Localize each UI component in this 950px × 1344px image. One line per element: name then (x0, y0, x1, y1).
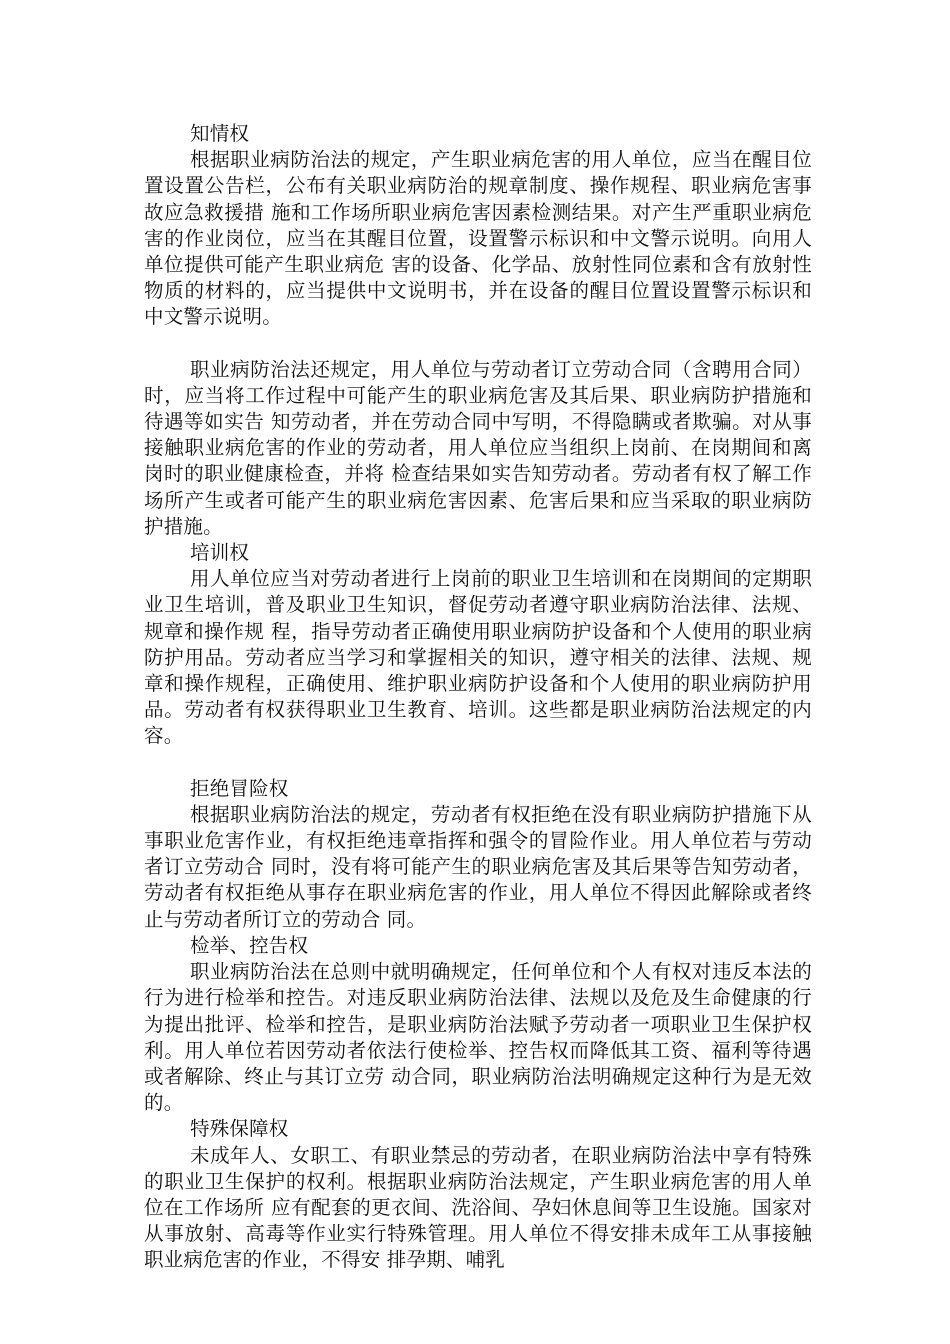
section-heading-training: 培训权 (190, 541, 250, 565)
paragraph-report-accuse: 职业病防治法在总则中就明确规定，任何单位和个人有权对违反本法的行为进行检举和控告。对违反职业病防治法律、法规以及危及生命健康的行为提出批评、检举和控告，是职业病防治法赋予劳动者一项职业卫生保护权利。用人单位若因劳动者依法行使检举、控告权而降低其工资、福利等待遇或者解除、终止与其订立劳 动合同，职业病防治法明确规定这种行为是无效的。 (144, 960, 812, 1115)
document-body (144, 121, 812, 1274)
paragraph-special-protection: 未成年人、女职工、有职业禁忌的劳动者，在职业病防治法中享有特殊的职业卫生保护的权利。根据职业病防治法规定，产生职业病危害的用人单位在工作场所 应有配套的更衣间、洗浴间、孕妇休息间等卫生设施。国家对从事放射、高毒等作业实行特殊管理。用人单位不得安排未成年工从事接触职业病危害的作业，不得安 排孕期、哺乳 (144, 1143, 812, 1272)
section-heading-right-to-know: 知情权 (190, 122, 250, 145)
section-heading-special-protection: 特殊保障权 (190, 1117, 289, 1141)
section-heading-refuse-risk: 拒绝冒险权 (190, 776, 289, 800)
paragraph-refuse-risk: 根据职业病防治法的规定，劳动者有权拒绝在没有职业病防护措施下从事职业危害作业，有权拒绝违章指挥和强令的冒险作业。用人单位若与劳动者订立劳动合 同时，没有将可能产生的职业病危害及其后果等告知劳动者，劳动者有权拒绝从事存在职业病危害的作业，用人单位不得因此解除或者终止与劳动者所订立的劳动合 同。 (144, 802, 812, 931)
paragraph-gap (144, 750, 812, 776)
section-heading-report-accuse: 检举、控告权 (190, 933, 309, 957)
paragraph-gap (144, 331, 812, 357)
paragraph-training: 用人单位应当对劳动者进行上岗前的职业卫生培训和在岗期间的定期职业卫生培训，普及职业卫生知识，督促劳动者遵守职业病防治法律、法规、规章和操作规 程，指导劳动者正确使用职业病防护设备和个人使用的职业病防护用品。劳动者应当学习和掌握相关的知识，遵守相关的法律、法规、规章和操作规程，正确使用、维护职业病防护设备和个人使用的职业病防护用品。劳动者有权获得职业卫生教育、培训。这些都是职业病防治法规定的内容。 (144, 567, 812, 748)
paragraph-right-to-know-2: 职业病防治法还规定，用人单位与劳动者订立劳动合同（含聘用合同）时，应当将工作过程中可能产生的职业病危害及其后果、职业病防护措施和待遇等如实告 知劳动者，并在劳动合同中写明，不得隐瞒或者欺骗。对从事接触职业病危害的作业的劳动者，用人单位应当组织上岗前、在岗期间和离岗时的职业健康检查，并将 检查结果如实告知劳动者。劳动者有权了解工作场所产生或者可能产生的职业病危害因素、危害后果和应当采取的职业病防护措施。 (144, 357, 812, 538)
paragraph-right-to-know-1: 根据职业病防治法的规定，产生职业病危害的用人单位，应当在醒目位置设置公告栏，公布有关职业病防治的规章制度、操作规程、职业病危害事故应急救援措 施和工作场所职业病危害因素检测结果。对产生严重职业病危害的作业岗位，应当在其醒目位置，设置警示标识和中文警示说明。向用人单位提供可能产生职业病危 害的设备、化学品、放射性同位素和含有放射性物质的材料的，应当提供中文说明书，并在设备的醒目位置设置警示标识和中文警示说明。 (144, 148, 812, 329)
